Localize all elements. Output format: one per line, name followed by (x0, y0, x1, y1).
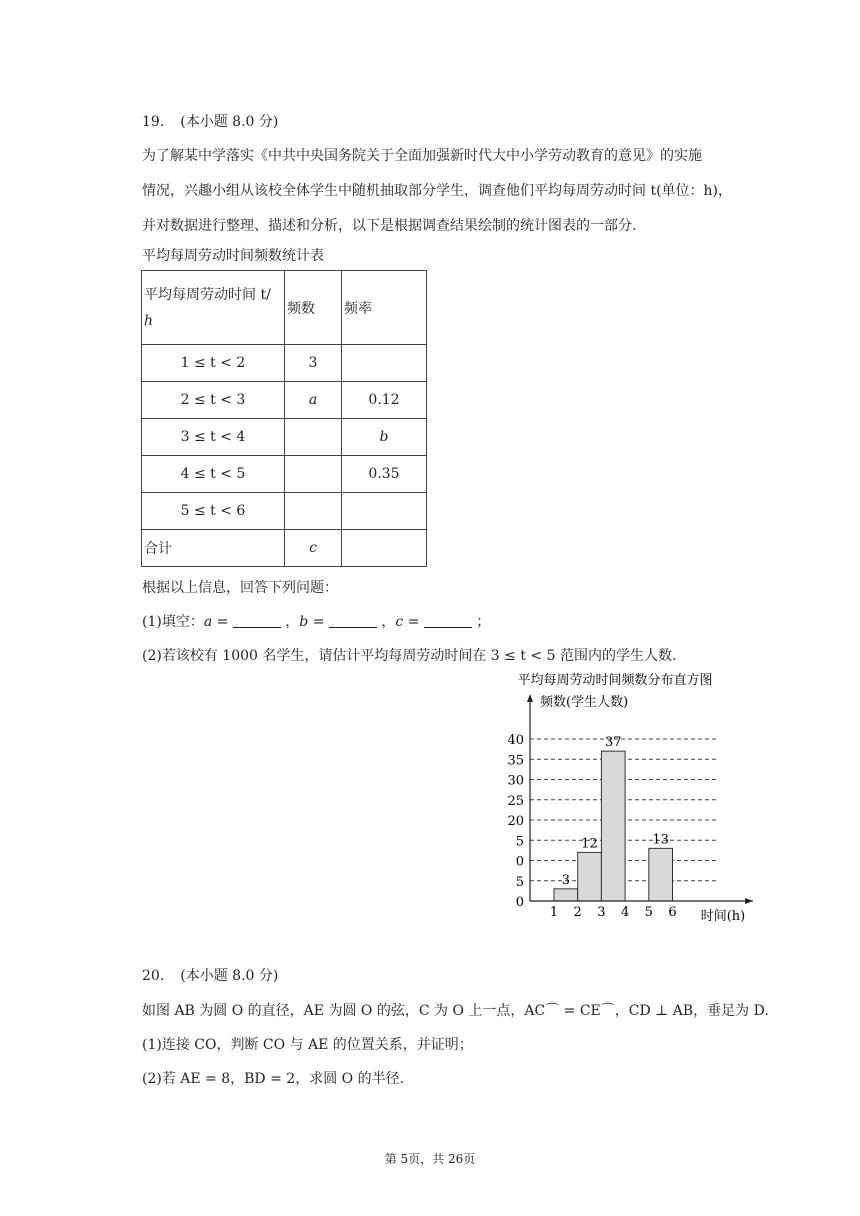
table-row (142, 382, 427, 419)
y-tick-label: 20 (507, 814, 524, 829)
row-rate (342, 493, 427, 530)
row-rate: b (342, 419, 427, 456)
q19-number: 19. (142, 114, 165, 130)
table-title: 平均每周劳动时间频数统计表 (142, 248, 324, 264)
histogram-bar (578, 852, 602, 901)
x-tick-label: 2 (573, 905, 582, 920)
histogram-bar (554, 889, 578, 901)
q20-points: (本小题 8.0 分) (180, 968, 279, 984)
x-tick-label: 6 (668, 905, 677, 920)
sub1-b: b = (299, 614, 325, 630)
y-tick-label: 30 (507, 773, 524, 789)
table-row (142, 493, 427, 530)
row-count: c (285, 530, 342, 567)
row-range: 2 ≤ t < 3 (142, 382, 285, 419)
table-row (142, 345, 427, 382)
y-tick-label: 0 (515, 854, 524, 870)
bar-value-label: 3 (561, 872, 570, 888)
bar-value-label: 12 (581, 836, 598, 852)
histogram-bar (601, 751, 625, 901)
answer-blank-b[interactable] (329, 613, 377, 628)
sub1-c: c = (395, 614, 420, 630)
row-range: 3 ≤ t < 4 (142, 419, 285, 456)
sub1-sep: ， (381, 614, 396, 630)
q20-number: 20. (142, 968, 165, 984)
histogram-bar (649, 848, 673, 901)
y-axis-arrow (527, 694, 533, 702)
header-time-line2: h (144, 312, 154, 329)
answer-blank-a[interactable] (233, 613, 281, 628)
answer-blank-c[interactable] (424, 613, 472, 628)
y-tick-label: 5 (515, 834, 524, 850)
chart-title: 平均每周劳动时间频数分布直方图 (517, 673, 713, 688)
frequency-table (141, 270, 427, 567)
q19-intro-line-3: 并对数据进行整理、描述和分析，以下是根据调查结果绘制的统计图表的一部分. (142, 218, 637, 234)
bar-value-label: 37 (604, 735, 622, 751)
q20-line-2: (1)连接 CO，判断 CO 与 AE 的位置关系，并证明； (142, 1037, 473, 1053)
header-time (142, 271, 285, 345)
x-tick-label: 5 (644, 905, 653, 920)
x-tick-label: 3 (597, 905, 606, 920)
q19-heading (142, 112, 278, 132)
y-axis-label: 频数(学生人数) (540, 695, 629, 710)
row-count (285, 493, 342, 530)
sub1-prefix: (1)填空： (142, 614, 204, 630)
row-count (285, 419, 342, 456)
header-rate: 频率 (342, 271, 427, 345)
row-range: 4 ≤ t < 5 (142, 456, 285, 493)
y-tick-label: 0 (515, 895, 524, 910)
row-rate (342, 530, 427, 567)
table-row-total (142, 530, 427, 567)
y-tick-label: 40 (507, 733, 524, 748)
row-range: 5 ≤ t < 6 (142, 493, 285, 530)
q19-intro-line-2: 情况，兴趣小组从该校全体学生中随机抽取部分学生，调查他们平均每周劳动时间 t(单位：h)， (142, 183, 733, 199)
q19-intro-line-1: 为了解某中学落实《中共中央国务院关于全面加强新时代大中小学劳动教育的意见》的实施 (142, 148, 702, 164)
y-tick-label: 25 (507, 793, 524, 809)
sub1-sep: ， (285, 614, 300, 630)
q19-after-table: 根据以上信息，回答下列问题： (142, 580, 338, 596)
q20-line-3: (2)若 AE = 8，BD = 2，求圆 O 的半径. (142, 1071, 405, 1087)
x-axis-arrow (745, 898, 753, 904)
table-row (142, 419, 427, 456)
row-count: 3 (285, 345, 342, 382)
header-time-line1: 平均每周劳动时间 t/ (144, 286, 271, 303)
y-tick-label: 35 (507, 753, 524, 769)
row-count (285, 456, 342, 493)
q20-line-1: 如图 AB 为圆 O 的直径，AE 为圆 O 的弦，C 为 O 上一点，AC⌒ = CE⌒，CD ⊥ AB，垂足为 D. (142, 1003, 769, 1019)
q19-sub2: (2)若该校有 1000 名学生，请估计平均每周劳动时间在 3 ≤ t < 5 范围内的学生人数. (142, 648, 677, 664)
row-range: 合计 (142, 530, 285, 567)
row-rate: 0.12 (342, 382, 427, 419)
header-count: 频数 (285, 271, 342, 345)
row-range: 1 ≤ t < 2 (142, 345, 285, 382)
page-footer: 第 5页，共 26页 (384, 1152, 476, 1166)
row-count: a (285, 382, 342, 419)
y-tick-label: 5 (515, 874, 524, 890)
row-rate: 0.35 (342, 456, 427, 493)
histogram-chart (470, 666, 760, 928)
q20-heading (142, 966, 278, 986)
x-tick-label: 1 (549, 905, 559, 920)
sub1-end: ； (476, 614, 491, 630)
x-tick-label: 4 (620, 905, 630, 920)
sub1-a: a = (203, 614, 229, 630)
q19-points: (本小题 8.0 分) (180, 114, 279, 130)
x-axis-label: 时间(h) (700, 909, 746, 924)
bar-value-label: 13 (652, 832, 669, 848)
table-row (142, 456, 427, 493)
q19-sub1 (142, 612, 490, 632)
row-rate (342, 345, 427, 382)
table-header-row (142, 271, 427, 345)
